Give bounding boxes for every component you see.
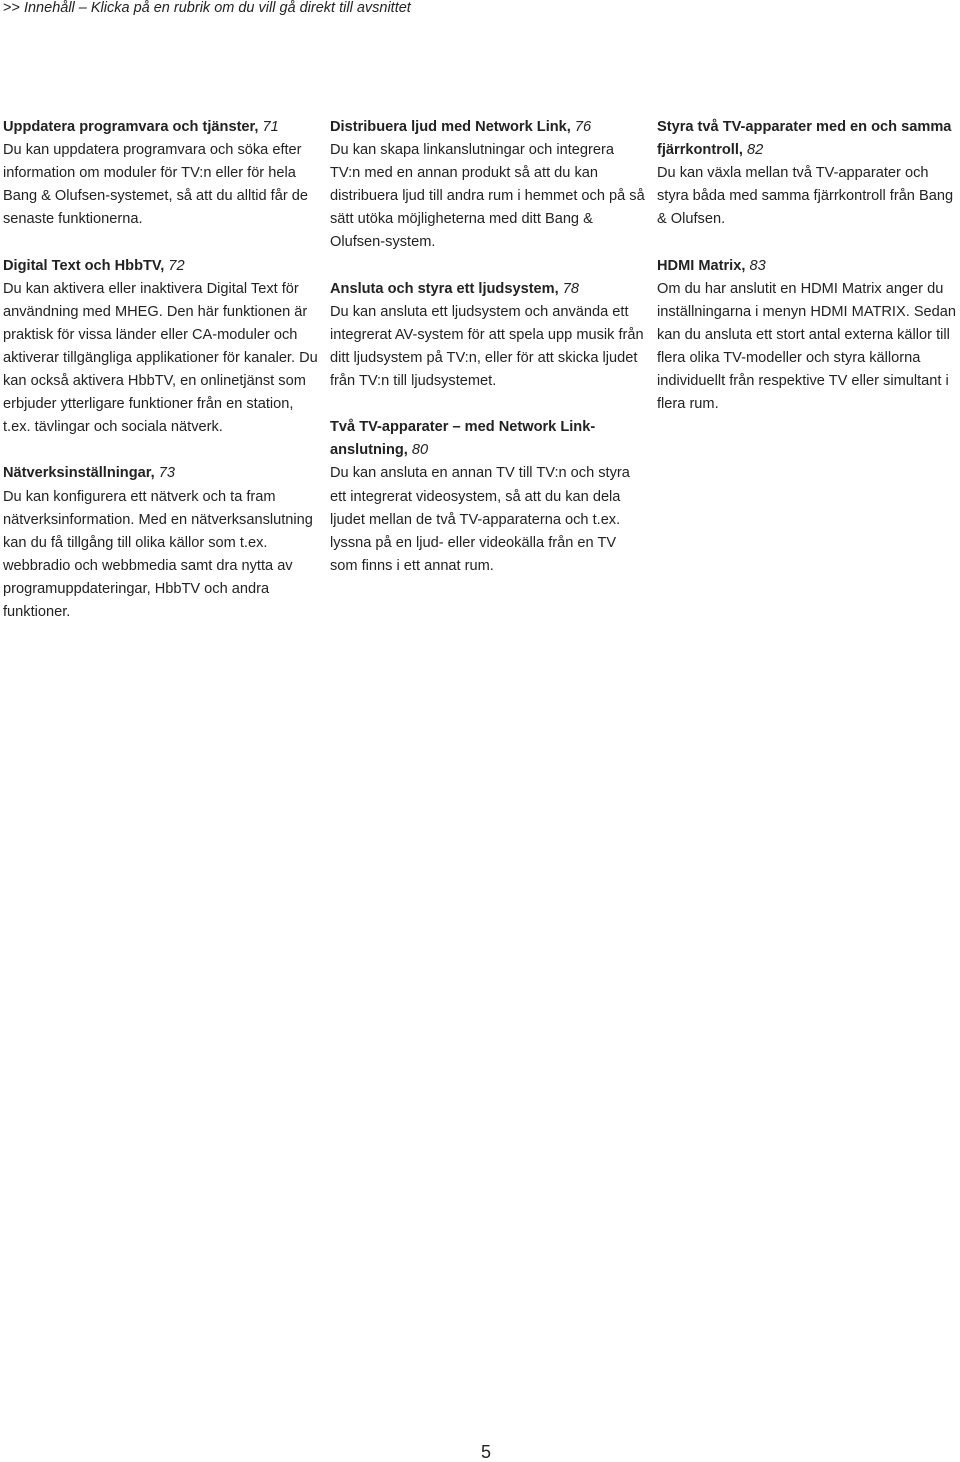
section-title: Nätverksinställningar, (3, 465, 155, 482)
section-title: Ansluta och styra ett ljudsystem, (330, 280, 559, 297)
page-number: 5 (480, 1442, 491, 1462)
section-description: Du kan aktivera eller inaktivera Digital Text för användning med MHEG. Den här funktionen är praktisk för vissa länder eller CA-moduler och aktiverar tillgängliga applikationer för kanaler. Du kan också aktivera HbbTV, en onlinetjänst som erbjuder ytterligare funktioner från en station, t.ex. tävlingar och sociala nätverk. (3, 280, 318, 436)
section-description: Du kan ansluta ett ljudsystem och använda ett integrerat AV-system för att spela upp musik från ditt ljudsystem på TV:n, eller för att skicka ljudet från TV:n till ljudsystemet. (330, 303, 644, 390)
column-right (657, 116, 960, 439)
section-heading-link[interactable] (330, 278, 645, 301)
section-heading-link[interactable] (3, 255, 318, 278)
toc-link-arrows: >> (3, 0, 20, 16)
section-audio-system (330, 278, 645, 393)
section-description: Du kan växla mellan två TV-apparater och styra båda med samma fjärrkontroll från Bang & Olufsen. (657, 165, 954, 228)
section-heading-link[interactable] (657, 255, 960, 278)
section-description: Du kan ansluta en annan TV till TV:n och styra ett integrerat videosystem, så att du kan dela ljudet mellan de två TV-apparaterna och t.ex. lyssna på en ljud- eller videokälla från en TV som finns i ett annat rum. (330, 465, 630, 574)
section-page-ref: 76 (574, 119, 592, 135)
section-title: Styra två TV-apparater med en och samma fjärrkontroll, (657, 119, 952, 159)
section-description: Du kan skapa linkanslutningar och integrera TV:n med en annan produkt så att du kan distribuera ljud till andra rum i hemmet och på så sätt utöka möjligheterna med ditt Bang & Olufsen-system. (330, 142, 645, 251)
section-page-ref: 80 (411, 442, 429, 459)
section-title: Distribuera ljud med Network Link, (330, 119, 571, 135)
section-page-ref: 73 (158, 465, 175, 482)
toc-link-text: Innehåll – Klicka på en rubrik om du vill gå direkt till avsnittet (23, 0, 411, 16)
column-middle (330, 116, 645, 601)
column-left (3, 116, 318, 647)
section-page-ref: 83 (749, 257, 766, 274)
section-title: Digital Text och HbbTV, (3, 257, 165, 274)
section-heading-link[interactable] (657, 116, 960, 162)
section-title: Två TV-apparater – med Network Link-anslutning, (330, 419, 596, 459)
section-hdmi-matrix (657, 255, 960, 417)
section-title: HDMI Matrix, (657, 257, 746, 274)
section-page-ref: 82 (747, 142, 764, 159)
section-page-ref: 71 (262, 119, 279, 135)
section-heading-link[interactable] (3, 462, 318, 485)
section-two-tvs-network-link (330, 416, 645, 578)
section-digital-text-hbbtv (3, 255, 318, 440)
section-page-ref: 72 (168, 257, 185, 274)
section-page-ref: 78 (562, 280, 579, 297)
section-software-update (3, 116, 318, 231)
section-description: Du kan konfigurera ett nätverk och ta fram nätverksinformation. Med en nätverksanslutning kan du få tillgång till olika källor som t.ex. webbradio och webbmedia samt dra nytta av programuppdateringar, HbbTV och andra funktioner. (3, 488, 313, 620)
section-network-settings (3, 462, 318, 624)
section-heading-link[interactable] (3, 116, 318, 139)
section-network-link-audio (330, 116, 645, 255)
section-title: Uppdatera programvara och tjänster, (3, 119, 259, 135)
section-heading-link[interactable] (330, 116, 645, 139)
section-two-tvs-one-remote (657, 116, 960, 231)
section-description: Du kan uppdatera programvara och söka efter information om moduler för TV:n eller för hela Bang & Olufsen-systemet, så att du alltid får de senaste funktionerna. (3, 142, 309, 228)
toc-back-link[interactable] (3, 0, 411, 16)
section-heading-link[interactable] (330, 416, 645, 462)
section-description: Om du har anslutit en HDMI Matrix anger du inställningarna i menyn HDMI MATRIX. Sedan kan du ansluta ett stort antal externa källor till flera olika TV-modeller och styra källorna individuellt från respektive TV eller simultant i flera rum. (657, 280, 957, 413)
